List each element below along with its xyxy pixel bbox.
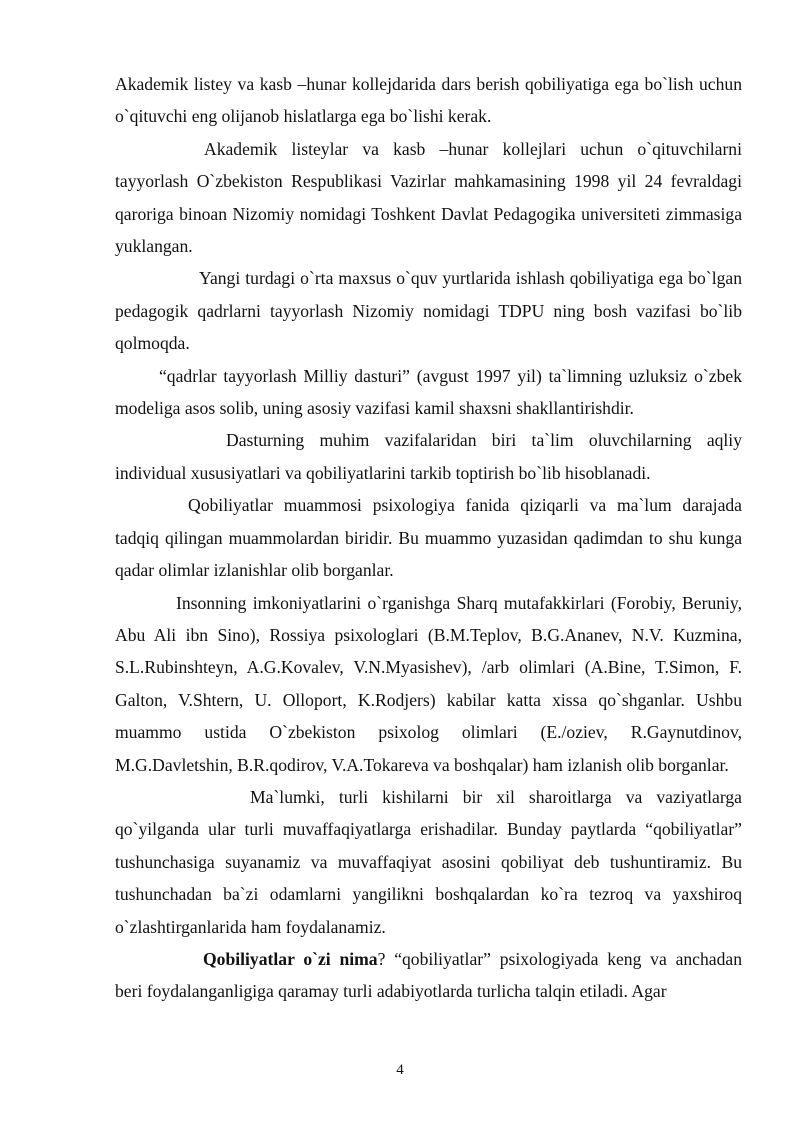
paragraph-last [115,943,742,1008]
paragraph: “qadrlar tayyorlash Milliy dasturi” (avgust 1997 yil) ta`limning uzluksiz o`zbek modeliga asos solib, uning asosiy vazifasi kamil shaxsni shakllantirishdir. [115,365,742,419]
paragraph-rest: ? “qobiliyatlar” psixologiyada keng va anchadan beri foydalanganligiga qaramay turli adabiyotlarda turlicha talqin etiladi. Agar [115,948,742,1002]
page-number: 4 [396,1062,404,1078]
paragraph: Akademik listeylar va kasb –hunar kollejlari uchun o`qituvchilarni tayyorlash O`zbekiston Respublikasi Vazirlar mahkamasining 1998 yil 24 fevraldagi qaroriga binoan Nizomiy nomidagi Toshkent Davlat Pedagogika universiteti zimmasiga yuklangan. [115,138,742,257]
bold-lead: Qobiliyatlar o`zi nima [203,948,378,969]
paragraph: Akademik listey va kasb –hunar kollejdarida dars berish qobiliyatiga ega bo`lish uchun o`qituvchi eng olijanob hislatlarga ega bo`lishi kerak. [115,74,742,127]
body-text [115,68,742,1008]
paragraph: Yangi turdagi o`rta maxsus o`quv yurtlarida ishlash qobiliyatiga ega bo`lgan pedagogik qadrlarni tayyorlash Nizomiy nomidagi TDPU ning bosh vazifasi bo`lib qolmoqda. [115,268,742,354]
paragraph: Ma`lumki, turli kishilarni bir xil sharoitlarga va vaziyatlarga qo`yilganda ular turli muvaffaqiyatlarga erishadilar. Bunday paytlarda “qobiliyatlar” tushunchasiga suyanamiz va muvaffaqiyat asosini qobiliyat deb tushuntiramiz. Bu tushunchadan ba`zi odamlarni yangilikni boshqalardan ko`ra tezroq va yaxshiroq o`zlashtirganlarida ham foydalanamiz. [115,786,742,937]
paragraph: Qobiliyatlar muammosi psixologiya fanida qiziqarli va ma`lum darajada tadqiq qilingan muammolardan biridir. Bu muammo yuzasidan qadimdan to shu kunga qadar olimlar izlanishlar olib borganlar. [115,495,742,581]
paragraph: Insonning imkoniyatlarini o`rganishga Sharq mutafakkirlari (Forobiy, Beruniy, Abu Ali ibn Sino), Rossiya psixologlari (B.M.Teplov, B.G.Ananev, N.V. Kuzmina, S.L.Rubinshteyn, A.G.Kovalev, V.N.Myasishev), /arb olimlari (A.Bine, T.Simon, F. Galton, V.Shtern, U. Olloport, K.Rodjers) kabilar katta xissa qo`shganlar. Ushbu muammo ustida O`zbekiston psixolog olimlari (E./oziev, R.Gaynutdinov, M.G.Davletshin, B.R.qodirov, V.A.Tokareva va boshqalar) ham izlanish olib borganlar. [115,592,742,775]
paragraph: Dasturning muhim vazifalaridan biri ta`lim oluvchilarning aqliy individual xususiyatlari va qobiliyatlarini tarkib toptirish bo`lib hisoblanadi. [115,430,742,483]
